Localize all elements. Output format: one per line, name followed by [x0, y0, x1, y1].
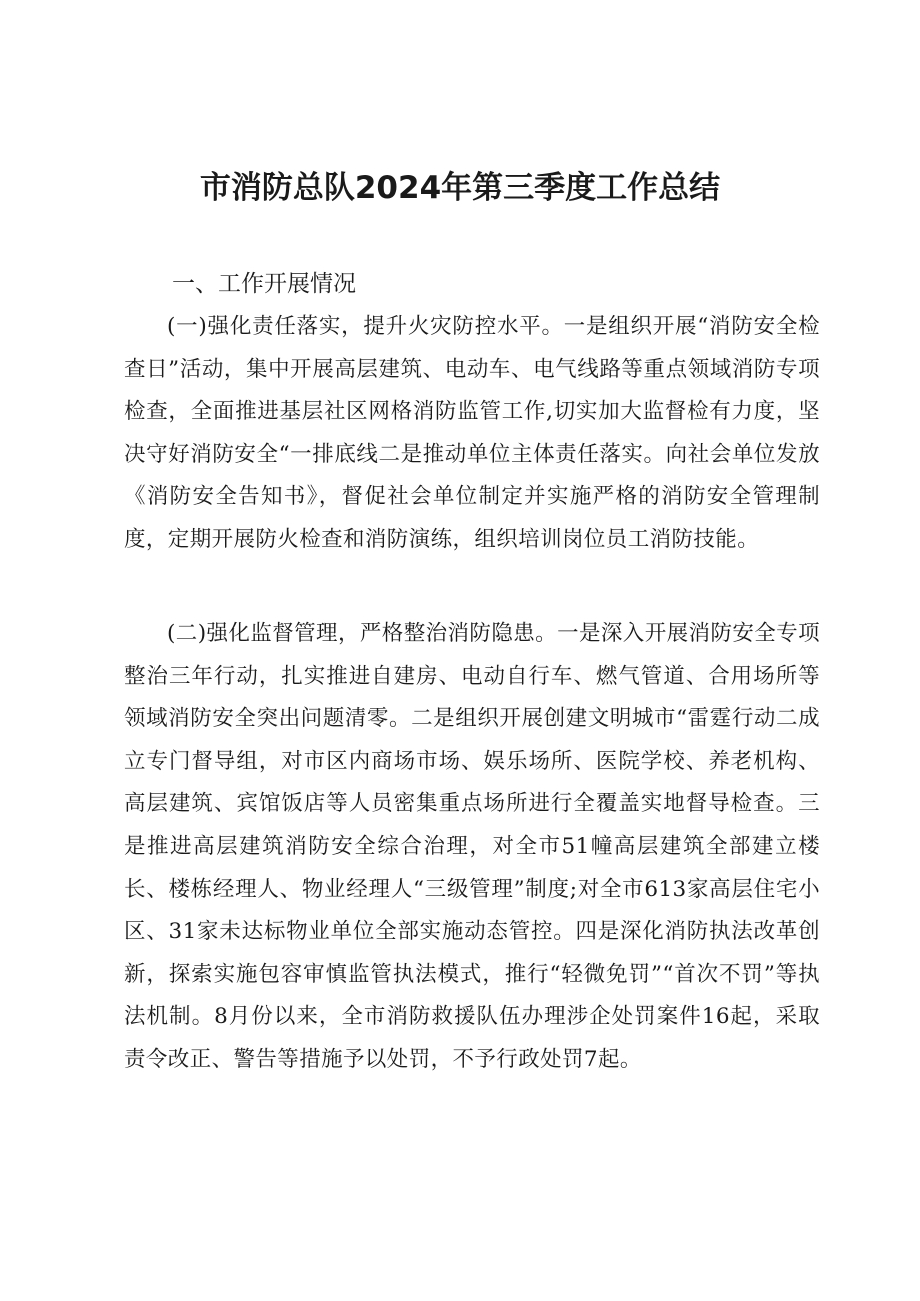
paragraph-supervision: (二)强化监督管理，严格整治消防隐患。一是深入开展消防安全专项整治三年行动，扎实推进自建房、电动自行车、燃气管道、合用场所等领域消防安全突出问题清零。二是组织开展创建文明城市“雷霆行动二成立专门督导组，对市区内商场市场、娱乐场所、医院学校、养老机构、高层建筑、宾馆饭店等人员密集重点场所进行全覆盖实地督导检查。三是推进高层建筑消防安全综合治理，对全市51幢高层建筑全部建立楼长、楼栋经理人、物业经理人“三级管理”制度;对全市613家高层住宅小区、31家未达标物业单位全部实施动态管控。四是深化消防执法改革创新，探索实施包容审慎监管执法模式，推行“轻微免罚”“首次不罚”等执法机制。8月份以来，全市消防救援队伍办理涉企处罚案件16起，采取责令改正、警告等措施予以处罚，不予行政处罚7起。: [124, 621, 820, 1072]
paragraph-responsibility: (一)强化责任落实，提升火灾防控水平。一是组织开展“消防安全检查日”活动，集中开展高层建筑、电动车、电气线路等重点领域消防专项检查，全面推进基层社区网格消防监管工作,切实加大监督检有力度，坚决守好消防安全“一排底线二是推动单位主体责任落实。向社会单位发放《消防安全告知书》，督促社会单位制定并实施严格的消防安全管理制度，定期开展防火检查和消防演练，组织培训岗位员工消防技能。: [124, 314, 820, 552]
document-title: 市消防总队2024年第三季度工作总结: [199, 170, 721, 206]
section-heading: 一、工作开展情况: [172, 271, 356, 297]
